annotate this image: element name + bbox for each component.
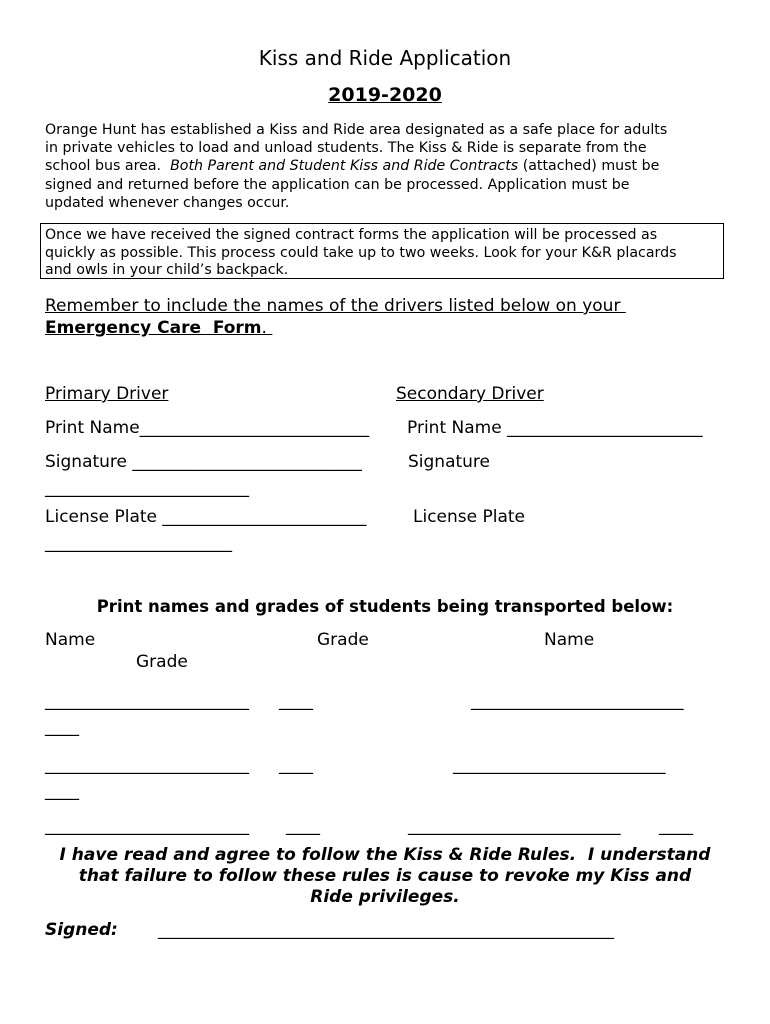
intro-line-4: signed and returned before the application can be processed. Application must be [45,176,630,193]
student-grade-column-2: Grade [136,652,188,672]
secondary-driver-heading: Secondary Driver [396,384,544,404]
student-3-name-field[interactable]: ________________________ [45,755,249,775]
secondary-signature-label: Signature [408,452,491,472]
student-3-grade-field[interactable]: ____ [279,755,313,775]
student-5-name-field[interactable]: ________________________ [45,816,249,836]
student-2-name-field[interactable]: _________________________ [471,691,684,711]
intro-line-2: in private vehicles to load and unload students. The Kiss & Ride is separate from the [45,140,647,157]
secondary-license-plate-label: License Plate [413,507,526,527]
agreement-line-1: I have read and agree to follow the Kiss & Ride Rules. I understand [59,845,711,865]
student-name-column-2: Name [544,630,595,650]
student-1-name-field[interactable]: ________________________ [45,691,249,711]
document-title: Kiss and Ride Application [258,46,512,70]
primary-driver-heading: Primary Driver [45,384,169,404]
contracts-name: Both Parent and Student Kiss and Ride Contracts [170,158,519,175]
notice-line-2: quickly as possible. This process could take up to two weeks. Look for your K&R placards [45,244,677,261]
agreement-statement [0,845,770,908]
emergency-care-form-name: Emergency Care Form [45,318,262,338]
intro-line-1: Orange Hunt has established a Kiss and Ride area designated as a safe place for adults [45,122,668,138]
primary-license-plate-field[interactable]: License Plate ________________________ [45,507,367,527]
student-5-grade-field[interactable]: ____ [286,816,320,836]
secondary-signature-field[interactable]: ________________________ [45,478,249,498]
intro-line-3 [45,157,735,175]
intro-line-3-start: school bus area. [45,158,171,175]
student-grade-column-1: Grade [317,630,369,650]
reminder-period: . [261,318,273,338]
secondary-print-name-field[interactable]: Print Name _______________________ [407,418,703,438]
student-4-grade-field[interactable]: ____ [45,781,79,801]
intro-paragraph [45,121,735,212]
signature-field[interactable]: _________________________________________________________ [158,920,614,939]
student-6-name-field[interactable]: _________________________ [408,816,621,836]
students-heading: Print names and grades of students being transported below: [96,597,674,616]
student-6-grade-field[interactable]: ____ [659,816,693,836]
student-1-grade-field[interactable]: ____ [279,691,313,711]
reminder-text [45,295,626,339]
notice-line-3: and owls in your child’s backpack. [45,262,289,279]
intro-line-5: updated whenever changes occur. [45,194,290,211]
secondary-license-plate-field[interactable]: ______________________ [45,533,232,553]
agreement-line-2: that failure to follow these rules is cause to revoke my Kiss and [78,866,692,886]
student-name-column-1: Name [45,630,96,650]
reminder-line-1: Remember to include the names of the drivers listed below on your [45,296,626,316]
notice-line-1: Once we have received the signed contract forms the application will be processed as [45,227,658,243]
student-2-grade-field[interactable]: ____ [45,717,79,737]
primary-signature-field[interactable]: Signature ___________________________ [45,452,362,472]
notice-box [40,223,724,279]
student-4-name-field[interactable]: _________________________ [453,755,666,775]
primary-print-name-field[interactable]: Print Name___________________________ [45,418,370,438]
signed-label: Signed: [45,920,118,940]
reminder-line-2 [45,318,272,338]
school-year: 2019-2020 [328,84,442,106]
contracts-suffix: (attached) must be [518,158,660,175]
agreement-line-3: Ride privileges. [310,887,460,907]
